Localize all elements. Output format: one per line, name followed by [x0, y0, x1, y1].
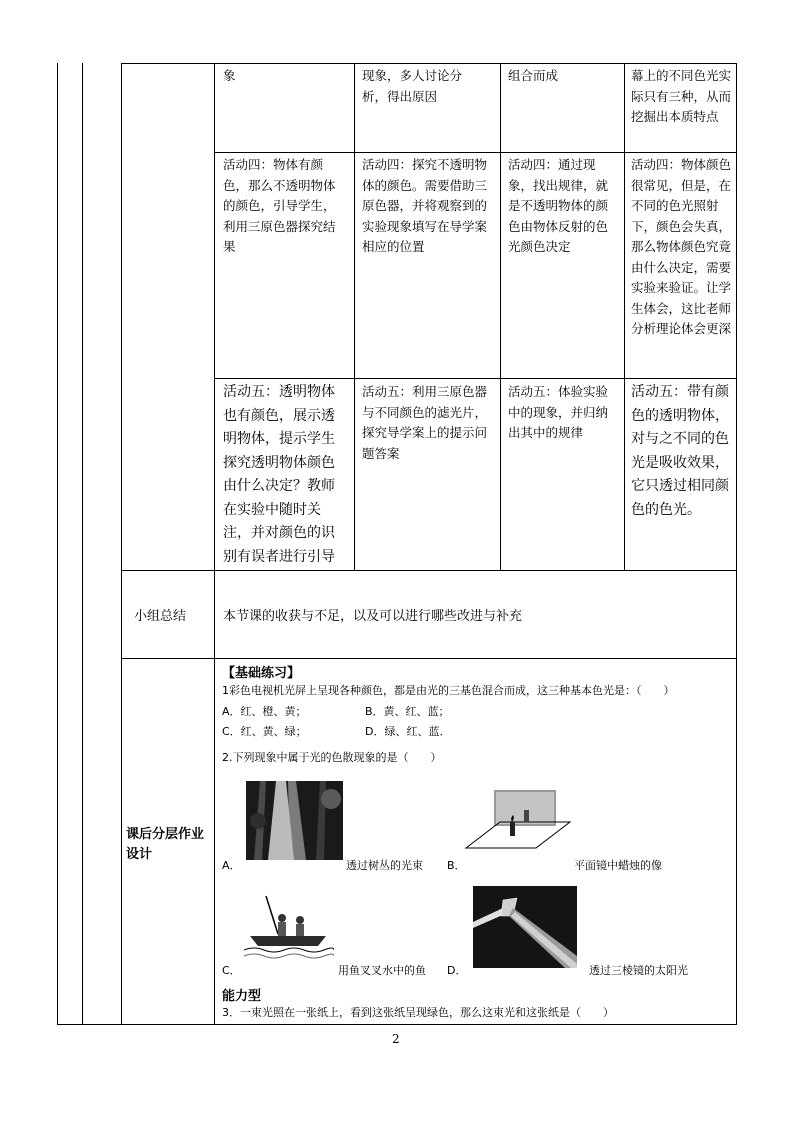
candle-mirror-image: [464, 788, 572, 854]
row-divider-2: [214, 378, 737, 379]
row1-teacher-cell: 象: [223, 68, 236, 83]
row2-goal-cell: 活动四：通过现象，找出规律，就是不透明物体的颜色由物体反射的色光颜色决定: [508, 157, 609, 254]
row-divider-4: [121, 658, 737, 659]
row2-teacher-cell: 活动四：物体有颜色，那么不透明物体的颜色，引导学生，利用三原色器探究结果: [223, 157, 336, 254]
question-3: 3．一束光照在一张纸上，看到这张纸呈现绿色，那么这束光和这张纸是（ ）: [222, 1006, 614, 1019]
q1-option-d: D．绿、红、蓝．: [365, 725, 451, 738]
row1-goal-cell: 组合而成: [508, 68, 559, 83]
fishing-boat-image: [244, 890, 334, 964]
table-col-divider-5: [500, 63, 501, 571]
ability-heading: 能力型: [222, 989, 262, 1004]
q2-option-c-caption: 用鱼叉叉水中的鱼: [338, 964, 426, 977]
homework-label-line2: 设计: [126, 847, 153, 862]
candle-mirror-illustration: [464, 788, 572, 854]
row-divider-1: [214, 152, 737, 153]
q2-option-b-caption: 平面镜中蜡烛的像: [574, 859, 662, 872]
row1-student-cell: 现象，多人讨论分析，得出原因: [362, 68, 463, 104]
tree-light-image: [246, 781, 343, 860]
homework-label-line1: 课后分层作业: [126, 827, 205, 842]
q1-option-b: B．黄、红、蓝；: [365, 705, 450, 718]
q1-option-a: A．红、橙、黄；: [222, 705, 307, 718]
tree-light-illustration: [246, 781, 343, 860]
table-right-edge: [736, 63, 737, 1025]
row3-student-cell: 活动五：利用三原色器与不同颜色的滤光片，探究导学案上的提示问题答案: [362, 384, 488, 461]
question-1: 1彩色电视机光屏上呈现各种颜色，都是由光的三基色混合而成，这三种基本色光是：（ ）: [222, 684, 675, 697]
row2-student-cell: 活动四：探究不透明物体的颜色。需要借助三原色器，并将观察到的实验现象填写在导学案相应的位置: [362, 157, 488, 254]
summary-content: 本节课的收获与不足，以及可以进行哪些改进与补充: [223, 609, 523, 624]
summary-label: 小组总结: [134, 609, 187, 624]
table-bottom-border: [57, 1024, 737, 1025]
basic-practice-heading: 【基础练习】: [222, 666, 301, 681]
row3-goal-cell: 活动五：体验实验中的现象，并归纳出其中的规律: [508, 384, 609, 440]
table-col-divider-2: [121, 63, 122, 1025]
q2-option-a-caption: 透过树丛的光束: [346, 859, 423, 872]
row3-intent-cell: 活动五：带有颜色的透明物体，对与之不同的色光是吸收效果，它只透过相同颜色的色光。: [631, 384, 729, 518]
row2-intent-cell: 活动四：物体颜色很常见，但是，在不同的色光照射下，颜色会失真，那么物体颜色究竟由什么决定，需要实验来验证。让学生体会，这比老师分析理论体会更深: [631, 157, 732, 336]
q2-option-b-letter: B．: [447, 859, 466, 872]
prism-image: [473, 886, 577, 968]
table-col-divider-1: [82, 63, 83, 1025]
q2-option-d-letter: D．: [447, 964, 467, 977]
table-col-divider-3: [214, 63, 215, 1025]
prism-illustration: [473, 886, 577, 968]
table-left-edge: [57, 63, 58, 1025]
table-top-border: [121, 63, 737, 64]
question-2: 2.下列现象中属于光的色散现象的是（ ）: [222, 751, 442, 764]
q1-option-c: C．红、黄、绿；: [222, 725, 307, 738]
table-col-divider-6: [624, 63, 625, 571]
table-col-divider-4: [354, 63, 355, 571]
fishing-boat-illustration: [244, 890, 334, 964]
q2-option-d-caption: 透过三棱镜的太阳光: [589, 964, 688, 977]
row1-intent-cell: 幕上的不同色光实际只有三种，从而挖掘出本质特点: [631, 68, 732, 124]
row3-teacher-cell: 活动五：透明物体也有颜色，展示透明物体，提示学生探究透明物体颜色由什么决定？教师在实验中随时关注，并对颜色的识别有误者进行引导: [223, 384, 335, 565]
q2-option-c-letter: C．: [222, 964, 241, 977]
page-number: 2: [392, 1032, 400, 1046]
row-divider-3: [121, 570, 737, 571]
q2-option-a-letter: A．: [222, 859, 241, 872]
